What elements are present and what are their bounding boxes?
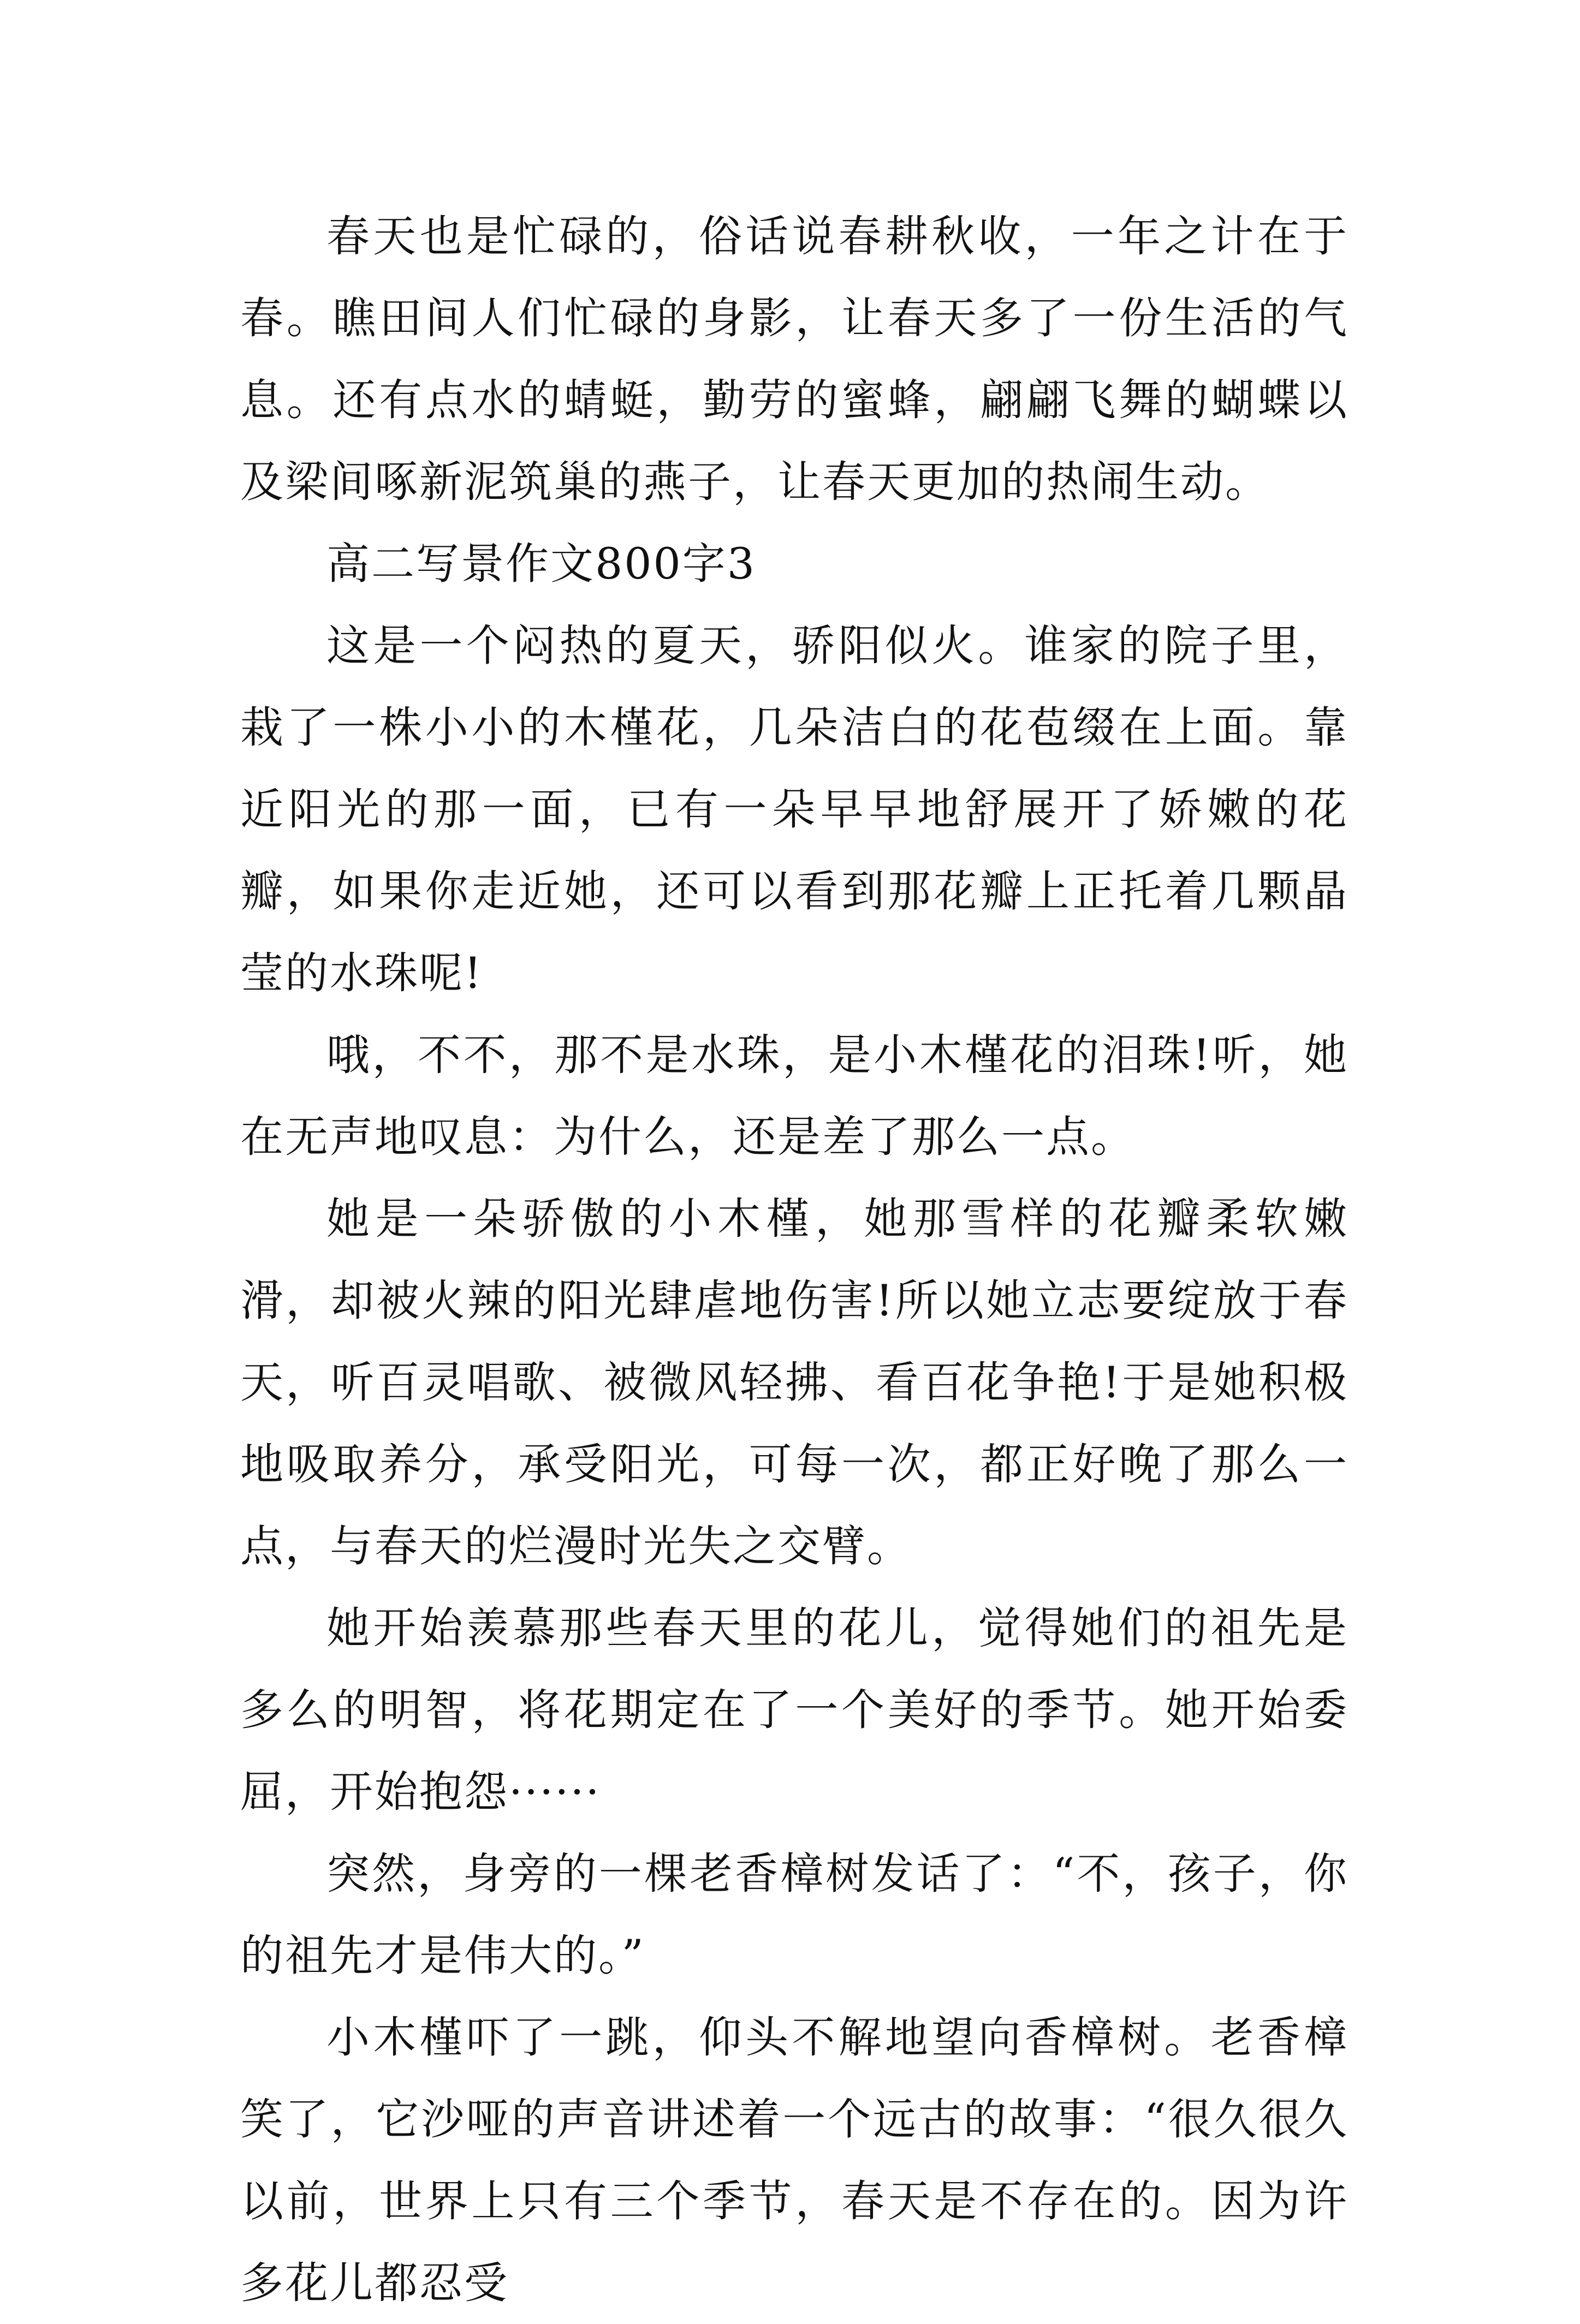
paragraph-summer-hibiscus: 这是一个闷热的夏天，骄阳似火。谁家的院子里，栽了一株小小的木槿花，几朵洁白的花苞缀在上面。靠近阳光的那一面，已有一朵早早地舒展开了娇嫩的花瓣，如果你走近她，还可以看到那花瓣上正托着几颗晶莹的水珠呢! <box>240 621 1349 998</box>
paragraph-envy: 她开始羡慕那些春天里的花儿，觉得她们的祖先是多么的明智，将花期定在了一个美好的季节。她开始委屈，开始抱怨······ <box>240 1603 1349 1817</box>
paragraph-camphor-speaks: 突然，身旁的一棵老香樟树发话了：“不，孩子，你的祖先才是伟大的。” <box>240 1849 1349 1981</box>
paragraph-tears: 哦，不不，那不是水珠，是小木槿花的泪珠!听，她在无声地叹息：为什么，还是差了那么一点。 <box>240 1030 1349 1162</box>
paragraph-proud-hibiscus: 她是一朵骄傲的小木槿，她那雪样的花瓣柔软嫩滑，却被火辣的阳光肆虐地伤害!所以她立志要绽放于春天，听百灵唱歌、被微风轻拂、看百花争艳!于是她积极地吸取养分，承受阳光，可每一次，都正好晚了那么一点，与春天的烂漫时光失之交臂。 <box>240 1194 1349 1571</box>
section-heading: 高二写景作文800字3 <box>326 539 757 589</box>
paragraph-spring-busy: 春天也是忙碌的，俗话说春耕秋收，一年之计在于春。瞧田间人们忙碌的身影，让春天多了一份生活的气息。还有点水的蜻蜓，勤劳的蜜蜂，翩翩飞舞的蝴蝶以及梁间啄新泥筑巢的燕子，让春天更加的热闹生动。 <box>240 211 1349 507</box>
document-body <box>240 195 1349 2324</box>
paragraph-ancient-story: 小木槿吓了一跳，仰头不解地望向香樟树。老香樟笑了，它沙哑的声音讲述着一个远古的故事：“很久很久以前，世界上只有三个季节，春天是不存在的。因为许多花儿都忍受 <box>240 2012 1349 2308</box>
